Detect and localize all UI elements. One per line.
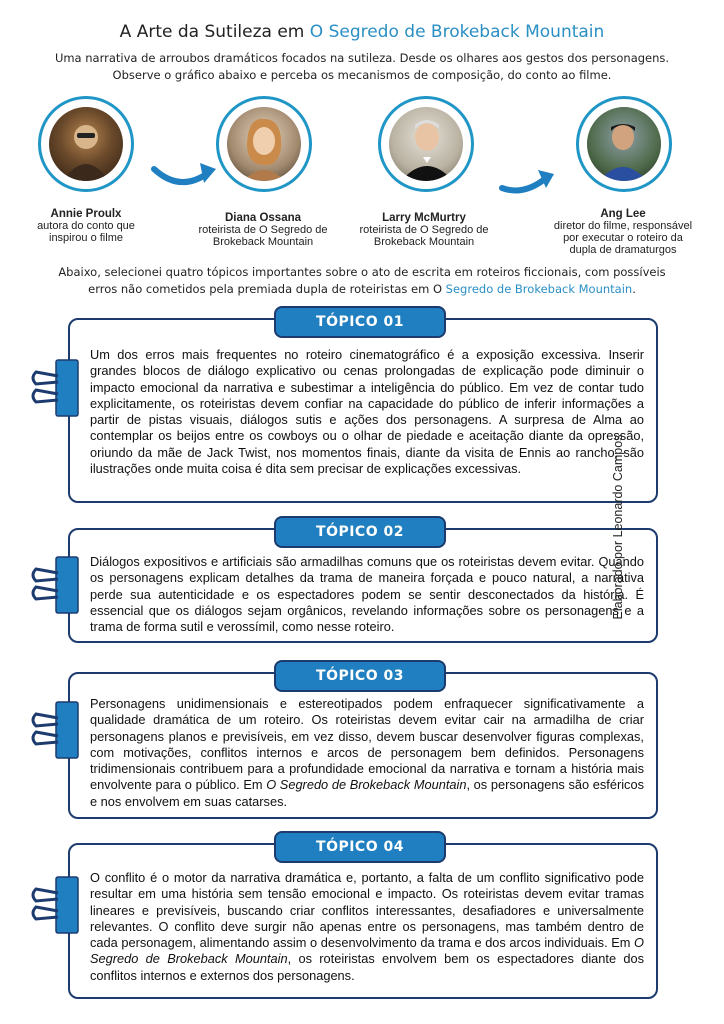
avatar-ang-lee (576, 96, 672, 192)
topic-label: TÓPICO 01 (274, 306, 446, 338)
note-line-2-suffix: . (632, 282, 636, 296)
person-photo-icon (389, 107, 463, 181)
person-name: Annie Proulx (50, 208, 122, 220)
person-name: Larry McMurtry (382, 212, 466, 224)
person-larry-mcmurtry (349, 212, 499, 248)
person-role: dupla de dramaturgos (569, 244, 677, 256)
title-prefix: A Arte da Sutileza em (119, 22, 310, 42)
title-accent: O Segredo de Brokeback Mountain (309, 22, 605, 42)
topic-card-4 (68, 839, 658, 999)
topic-text: Um dos erros mais frequentes no roteiro cinematográfico é a exposição excessiva. Inserir grandes blocos de diálogo explicativo ou cenas prolongadas de explicação pode diminuir o impacto emocional da narrativa e subestimar a inteligência do público. Em vez de contar tudo explicitamente, os roteiristas devem confiar na capacidade do público de inferir informações a partir de pistas visuais, diálogos sutis e ações dos personagens. A surpresa de Alma ao contemplar os beijos entre os cowboys ou o olhar de piedade e aceitação diante da opressão, oriundo da mãe de Jack Twist, nos momentos finais, diante da visita de Ennis ao rancho, são ilustrações onde muita coisa é dita sem precisar de explicações excessivas. (90, 347, 644, 477)
page-title (0, 22, 724, 42)
person-role: Brokeback Mountain (212, 236, 314, 248)
note-line-1: Abaixo, selecionei quatro tópicos importantes sobre o ato de escrita em roteiros ficcionais, com possíveis (58, 265, 666, 279)
person-role: roteirista de O Segredo de (359, 224, 489, 236)
note-line-2 (40, 281, 684, 298)
person-name: Diana Ossana (224, 212, 302, 224)
person-role: autora do conto que (37, 220, 135, 232)
person-role: inspirou o filme (49, 232, 123, 244)
person-photo-icon (49, 107, 123, 181)
intro-line-2: Observe o gráfico abaixo e perceba os mecanismos de composição, do conto ao filme. (112, 68, 612, 82)
topic-text-part: , os roteiristas envolvem bem os espectadores diante dos conflitos internos e externos dos personagens. (90, 951, 644, 983)
curved-arrow-icon (498, 166, 558, 202)
topic-text: Diálogos expositivos e artificiais são armadilhas comuns que os roteiristas devem evitar. Quando os personagens explicam detalhes da trama de maneira forçada e pouco natural, a narrativa perde sua autenticidade e os espectadores podem se sentir desconectados da história. É essencial que os diálogos sejam orgânicos, revelando informações sobre os personagens e a trama de forma sutil e verossímil, como nesse roteiro. (90, 554, 644, 635)
avatar-annie-proulx (38, 96, 134, 192)
person-role: Brokeback Mountain (373, 236, 475, 248)
intro-line-1: Uma narrativa de arroubos dramáticos focados na sutileza. Desde os olhares aos gestos dos personagens. (54, 51, 670, 65)
person-role: diretor do filme, responsável (553, 220, 693, 232)
binder-clip-icon (30, 555, 80, 615)
note-line-2-accent: Segredo de Brokeback Mountain (445, 282, 633, 296)
person-photo-icon (587, 107, 661, 181)
note-line-2-prefix: erros não cometidos pela premiada dupla de roteiristas em O (88, 282, 446, 296)
topic-text-part: O conflito é o motor da narrativa dramática e, portanto, a falta de um conflito significativo pode resultar em uma história sem tensão emocional e impacto. Os roteiristas devem evitar tramas lineares e previsíveis, buscando criar conflitos interessantes, desafiadores e universalmente relevantes. O conflito deve surgir não apenas entre os personagens, mas também dentro de cada personagem, alimentando assim o desenvolvimento da trama e dos arcos individuais. Em (90, 870, 644, 951)
person-role: roteirista de O Segredo de (198, 224, 328, 236)
film-title-italic: O Segredo de Brokeback Mountain (90, 935, 644, 967)
person-photo-icon (227, 107, 301, 181)
binder-clip-icon (30, 358, 80, 418)
avatar-diana-ossana (216, 96, 312, 192)
person-ang-lee (540, 208, 706, 256)
topic-label: TÓPICO 03 (274, 660, 446, 692)
person-diana-ossana (188, 212, 338, 248)
topic-card-3 (68, 668, 658, 819)
author-credit: Elaborado por Leonardo Campos (611, 434, 625, 620)
person-name: Ang Lee (600, 208, 646, 220)
person-role: por executar o roteiro da (563, 232, 683, 244)
binder-clip-icon (30, 875, 80, 935)
topic-text (90, 870, 644, 984)
topic-text-part: Personagens unidimensionais e estereotipados podem enfraquecer significativamente a qualidade dramática de um roteiro. Os roteiristas devem evitar cair na armadilha de criar personagens planos e previsíveis, em vez disso, devem buscar desenvolver figuras complexas, com motivações, conflitos internos e arcos de personagem bem definidos. Personagens tridimensionais contribuem para a profundidade emocional da narrativa e tornam a história mais envolvente para o público. Em (90, 696, 644, 793)
topics-introduction (40, 264, 684, 298)
person-annie-proulx (18, 208, 154, 244)
topic-card-1 (68, 314, 658, 503)
topic-text (90, 696, 644, 810)
topic-label: TÓPICO 04 (274, 831, 446, 863)
avatar-larry-mcmurtry (378, 96, 474, 192)
curved-arrow-icon (150, 155, 220, 195)
film-title-italic: O Segredo de Brokeback Mountain (266, 777, 467, 793)
topic-text-part: , os personagens são esféricos e nos envolvem em suas catarses. (90, 777, 644, 809)
intro-paragraph (40, 50, 684, 84)
topic-label: TÓPICO 02 (274, 516, 446, 548)
binder-clip-icon (30, 700, 80, 760)
